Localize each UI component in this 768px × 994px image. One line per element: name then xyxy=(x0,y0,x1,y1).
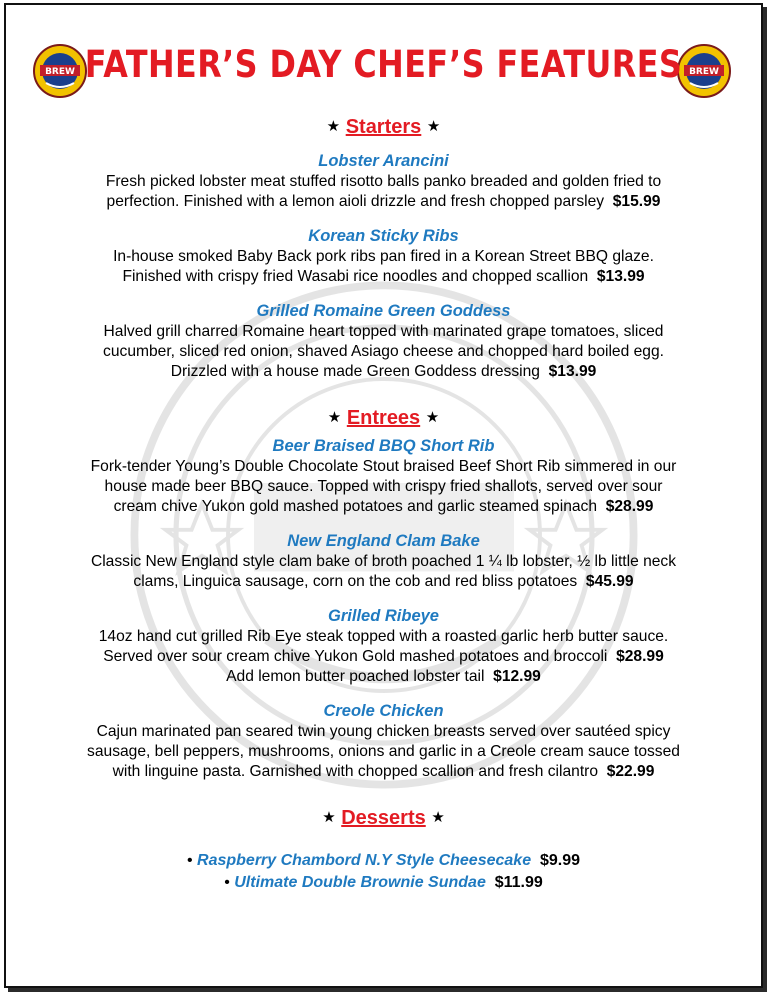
item-name: Raspberry Chambord N.Y Style Cheesecake xyxy=(197,852,532,869)
item-price: $15.99 xyxy=(612,193,661,210)
item-name: Beer Braised BBQ Short Rib xyxy=(272,437,495,455)
menu-item xyxy=(6,226,761,287)
item-price: $45.99 xyxy=(585,573,634,590)
item-price: $13.99 xyxy=(548,363,597,380)
item-name: Creole Chicken xyxy=(323,702,444,720)
item-description: In-house smoked Baby Back pork ribs pan fired in a Korean Street BBQ glaze. Finished with crispy fried Wasabi rice noodles and chopped scallion $13.99 xyxy=(113,248,654,285)
item-description: Classic New England style clam bake of broth poached 1 ¼ lb lobster, ½ lb little neck clams, Linguica sausage, corn on the cob and red bliss potatoes $45.99 xyxy=(90,553,677,590)
menu-content xyxy=(6,113,761,894)
menu-item xyxy=(6,701,761,782)
section-title: Desserts xyxy=(341,807,426,829)
item-name: Grilled Romaine Green Goddess xyxy=(256,302,511,320)
dessert-item xyxy=(6,872,761,894)
item-description: Fork-tender Young’s Double Chocolate Stout braised Beef Short Rib simmered in our house made beer BBQ sauce. Topped with crispy fried shallots, served over sour cream chive Yukon gold mashed potatoes and garlic steamed spinach $28.99 xyxy=(90,458,677,515)
item-price: $28.99 xyxy=(616,648,664,665)
star-icon: ★ xyxy=(425,409,440,426)
bullet-icon: • xyxy=(224,874,230,891)
star-icon: ★ xyxy=(326,118,341,135)
svg-text:BREW: BREW xyxy=(45,67,75,77)
item-price: $11.99 xyxy=(494,874,543,891)
star-icon: ★ xyxy=(426,118,441,135)
dessert-item xyxy=(6,850,761,872)
page-title: FATHER’S DAY CHEF’S FEATURES xyxy=(84,43,683,86)
star-icon: ★ xyxy=(322,809,336,826)
item-name: Grilled Ribeye xyxy=(328,607,439,625)
item-name: Ultimate Double Brownie Sundae xyxy=(234,874,486,891)
star-icon: ★ xyxy=(431,809,445,826)
svg-text:BREW: BREW xyxy=(689,67,719,77)
section-title: Entrees xyxy=(346,407,421,429)
section-header-entrees xyxy=(6,404,761,432)
item-description: Halved grill charred Romaine heart topped with marinated grape tomatoes, sliced cucumber, sliced red onion, shaved Asiago cheese and chopped hard boiled egg. Drizzled with a house made Green Goddess dressing $13.99 xyxy=(103,323,664,380)
item-description: Cajun marinated pan seared twin young chicken breasts served over sautéed spicy sausage, bell peppers, mushrooms, onions and garlic in a Creole cream sauce tossed with linguine pasta. Garnished with chopped scallion and fresh cilantro $22.99 xyxy=(87,723,680,780)
menu-item xyxy=(6,151,761,212)
star-icon: ★ xyxy=(327,409,342,426)
item-price: $13.99 xyxy=(596,268,645,285)
menu-item xyxy=(6,606,761,687)
section-header-starters xyxy=(6,113,761,141)
section-title: Starters xyxy=(345,116,422,138)
item-addon: Add lemon butter poached lobster tail $12.99 xyxy=(226,668,541,685)
menu-item xyxy=(6,436,761,517)
item-description: 14oz hand cut grilled Rib Eye steak topped with a roasted garlic herb butter sauce. Served over sour cream chive Yukon Gold mashed potatoes and broccoli $28.99 Add lemon butter poached lobster tail $12.99 xyxy=(6,627,761,687)
item-price: $22.99 xyxy=(606,763,655,780)
item-description: Fresh picked lobster meat stuffed risotto balls panko breaded and golden fried to perfection. Finished with a lemon aioli drizzle and fresh chopped parsley $15.99 xyxy=(105,173,662,210)
item-name: New England Clam Bake xyxy=(287,532,480,550)
item-price: $28.99 xyxy=(605,498,654,515)
item-price: $9.99 xyxy=(539,852,581,869)
menu-page xyxy=(4,3,763,988)
item-name: Lobster Arancini xyxy=(318,152,449,170)
addon-price: $12.99 xyxy=(493,668,541,685)
section-header-desserts xyxy=(6,804,761,832)
menu-item xyxy=(6,301,761,382)
menu-item xyxy=(6,531,761,592)
bullet-icon: • xyxy=(186,852,193,869)
item-name: Korean Sticky Ribs xyxy=(308,227,459,245)
dessert-list xyxy=(6,850,761,894)
